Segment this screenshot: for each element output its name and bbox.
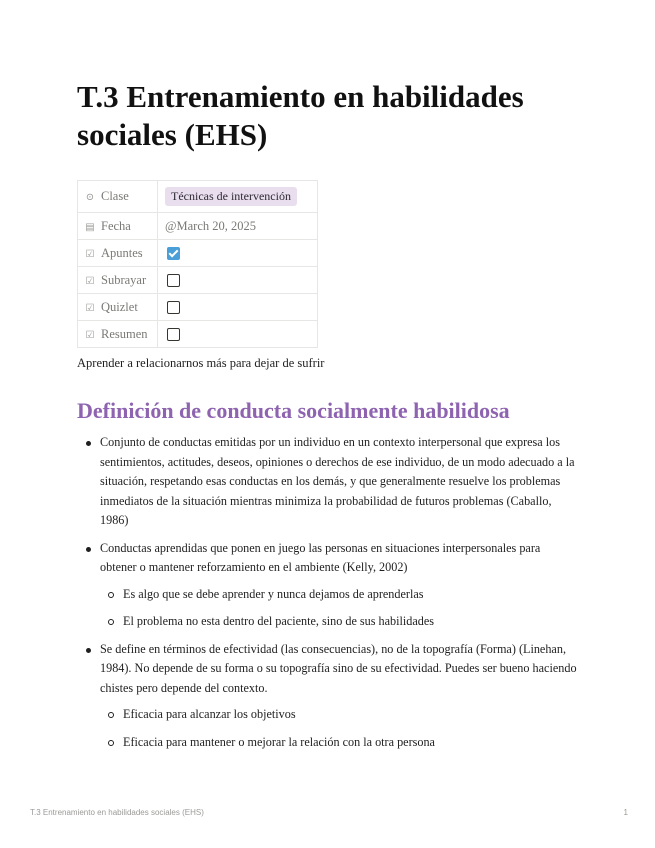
class-tag[interactable]: Técnicas de intervención <box>165 187 297 206</box>
property-row <box>78 213 318 240</box>
resumen-checkbox[interactable] <box>167 328 180 341</box>
properties-table <box>77 180 318 348</box>
property-row <box>78 240 318 267</box>
sub-list <box>100 705 577 752</box>
sub-list-item: Es algo que se debe aprender y nunca dejamos de aprenderlas <box>100 585 577 605</box>
list-item <box>77 433 577 531</box>
property-key-cell <box>78 181 158 213</box>
property-key: Clase <box>101 189 129 203</box>
list-item <box>77 539 577 632</box>
property-key-cell <box>78 240 158 267</box>
list-item-text: Se define en términos de efectividad (las consecuencias), no de la topografía (Forma) (Linehan, 1984). No depende de su forma o su topografía sino de su efectividad. Puedes ser bueno haciendo chistes pero depende del contexto. <box>100 641 577 695</box>
page-footer <box>30 808 628 817</box>
property-key-cell <box>78 321 158 348</box>
section-heading: Definición de conducta socialmente habilidosa <box>77 398 510 423</box>
property-value-cell <box>158 240 318 267</box>
property-value-cell <box>158 181 318 213</box>
property-row <box>78 321 318 348</box>
property-value-cell <box>158 321 318 348</box>
property-row <box>78 181 318 213</box>
property-key-cell <box>78 213 158 240</box>
property-key: Quizlet <box>101 299 138 314</box>
date-value[interactable]: @March 20, 2025 <box>165 218 257 233</box>
calendar-icon: ▤ <box>85 221 95 233</box>
page-title: T.3 Entrenamiento en habilidades sociales (EHS) <box>77 79 524 152</box>
list-item-text: Conjunto de conductas emitidas por un individuo en un contexto interpersonal que expresa los sentimientos, actitudes, deseos, opiniones o derechos de ese individuo, de un modo adecuado a la situación, respetando esas conductas en los demás, y que generalmente resuelve los problemas inmediatos de la situación mientras minimiza la probabilidad de futuros problemas (Caballo, 1986) <box>100 435 575 527</box>
property-key: Resumen <box>101 326 148 341</box>
intro-text: Aprender a relacionarnos más para dejar de sufrir <box>77 356 325 370</box>
select-icon: ⊙ <box>85 192 95 203</box>
property-row <box>78 294 318 321</box>
checkbox-property-icon: ☑ <box>85 248 95 260</box>
footer-title: T.3 Entrenamiento en habilidades sociales (EHS) <box>30 808 204 817</box>
checkbox-property-icon: ☑ <box>85 329 95 341</box>
bullet-list <box>77 433 577 760</box>
page-number: 1 <box>623 808 628 817</box>
property-key-cell <box>78 294 158 321</box>
sub-list-item: Eficacia para alcanzar los objetivos <box>100 705 577 725</box>
property-key: Subrayar <box>101 272 147 287</box>
property-row <box>78 267 318 294</box>
property-key: Apuntes <box>101 245 143 260</box>
subrayar-checkbox[interactable] <box>167 274 180 287</box>
list-item <box>77 640 577 753</box>
property-key-cell <box>78 267 158 294</box>
property-value-cell <box>158 267 318 294</box>
sub-list-item: El problema no esta dentro del paciente, sino de sus habilidades <box>100 612 577 632</box>
property-key: Fecha <box>101 218 131 233</box>
quizlet-checkbox[interactable] <box>167 301 180 314</box>
sub-list <box>100 585 577 632</box>
list-item-text: Conductas aprendidas que ponen en juego las personas en situaciones interpersonales para obtener o mantener reforzamiento en el ambiente (Kelly, 2002) <box>100 540 541 574</box>
checkbox-property-icon: ☑ <box>85 275 95 287</box>
checkbox-property-icon: ☑ <box>85 302 95 314</box>
apuntes-checkbox[interactable] <box>167 247 180 260</box>
sub-list-item: Eficacia para mantener o mejorar la relación con la otra persona <box>100 733 577 753</box>
property-value-cell <box>158 294 318 321</box>
property-value-cell <box>158 213 318 240</box>
